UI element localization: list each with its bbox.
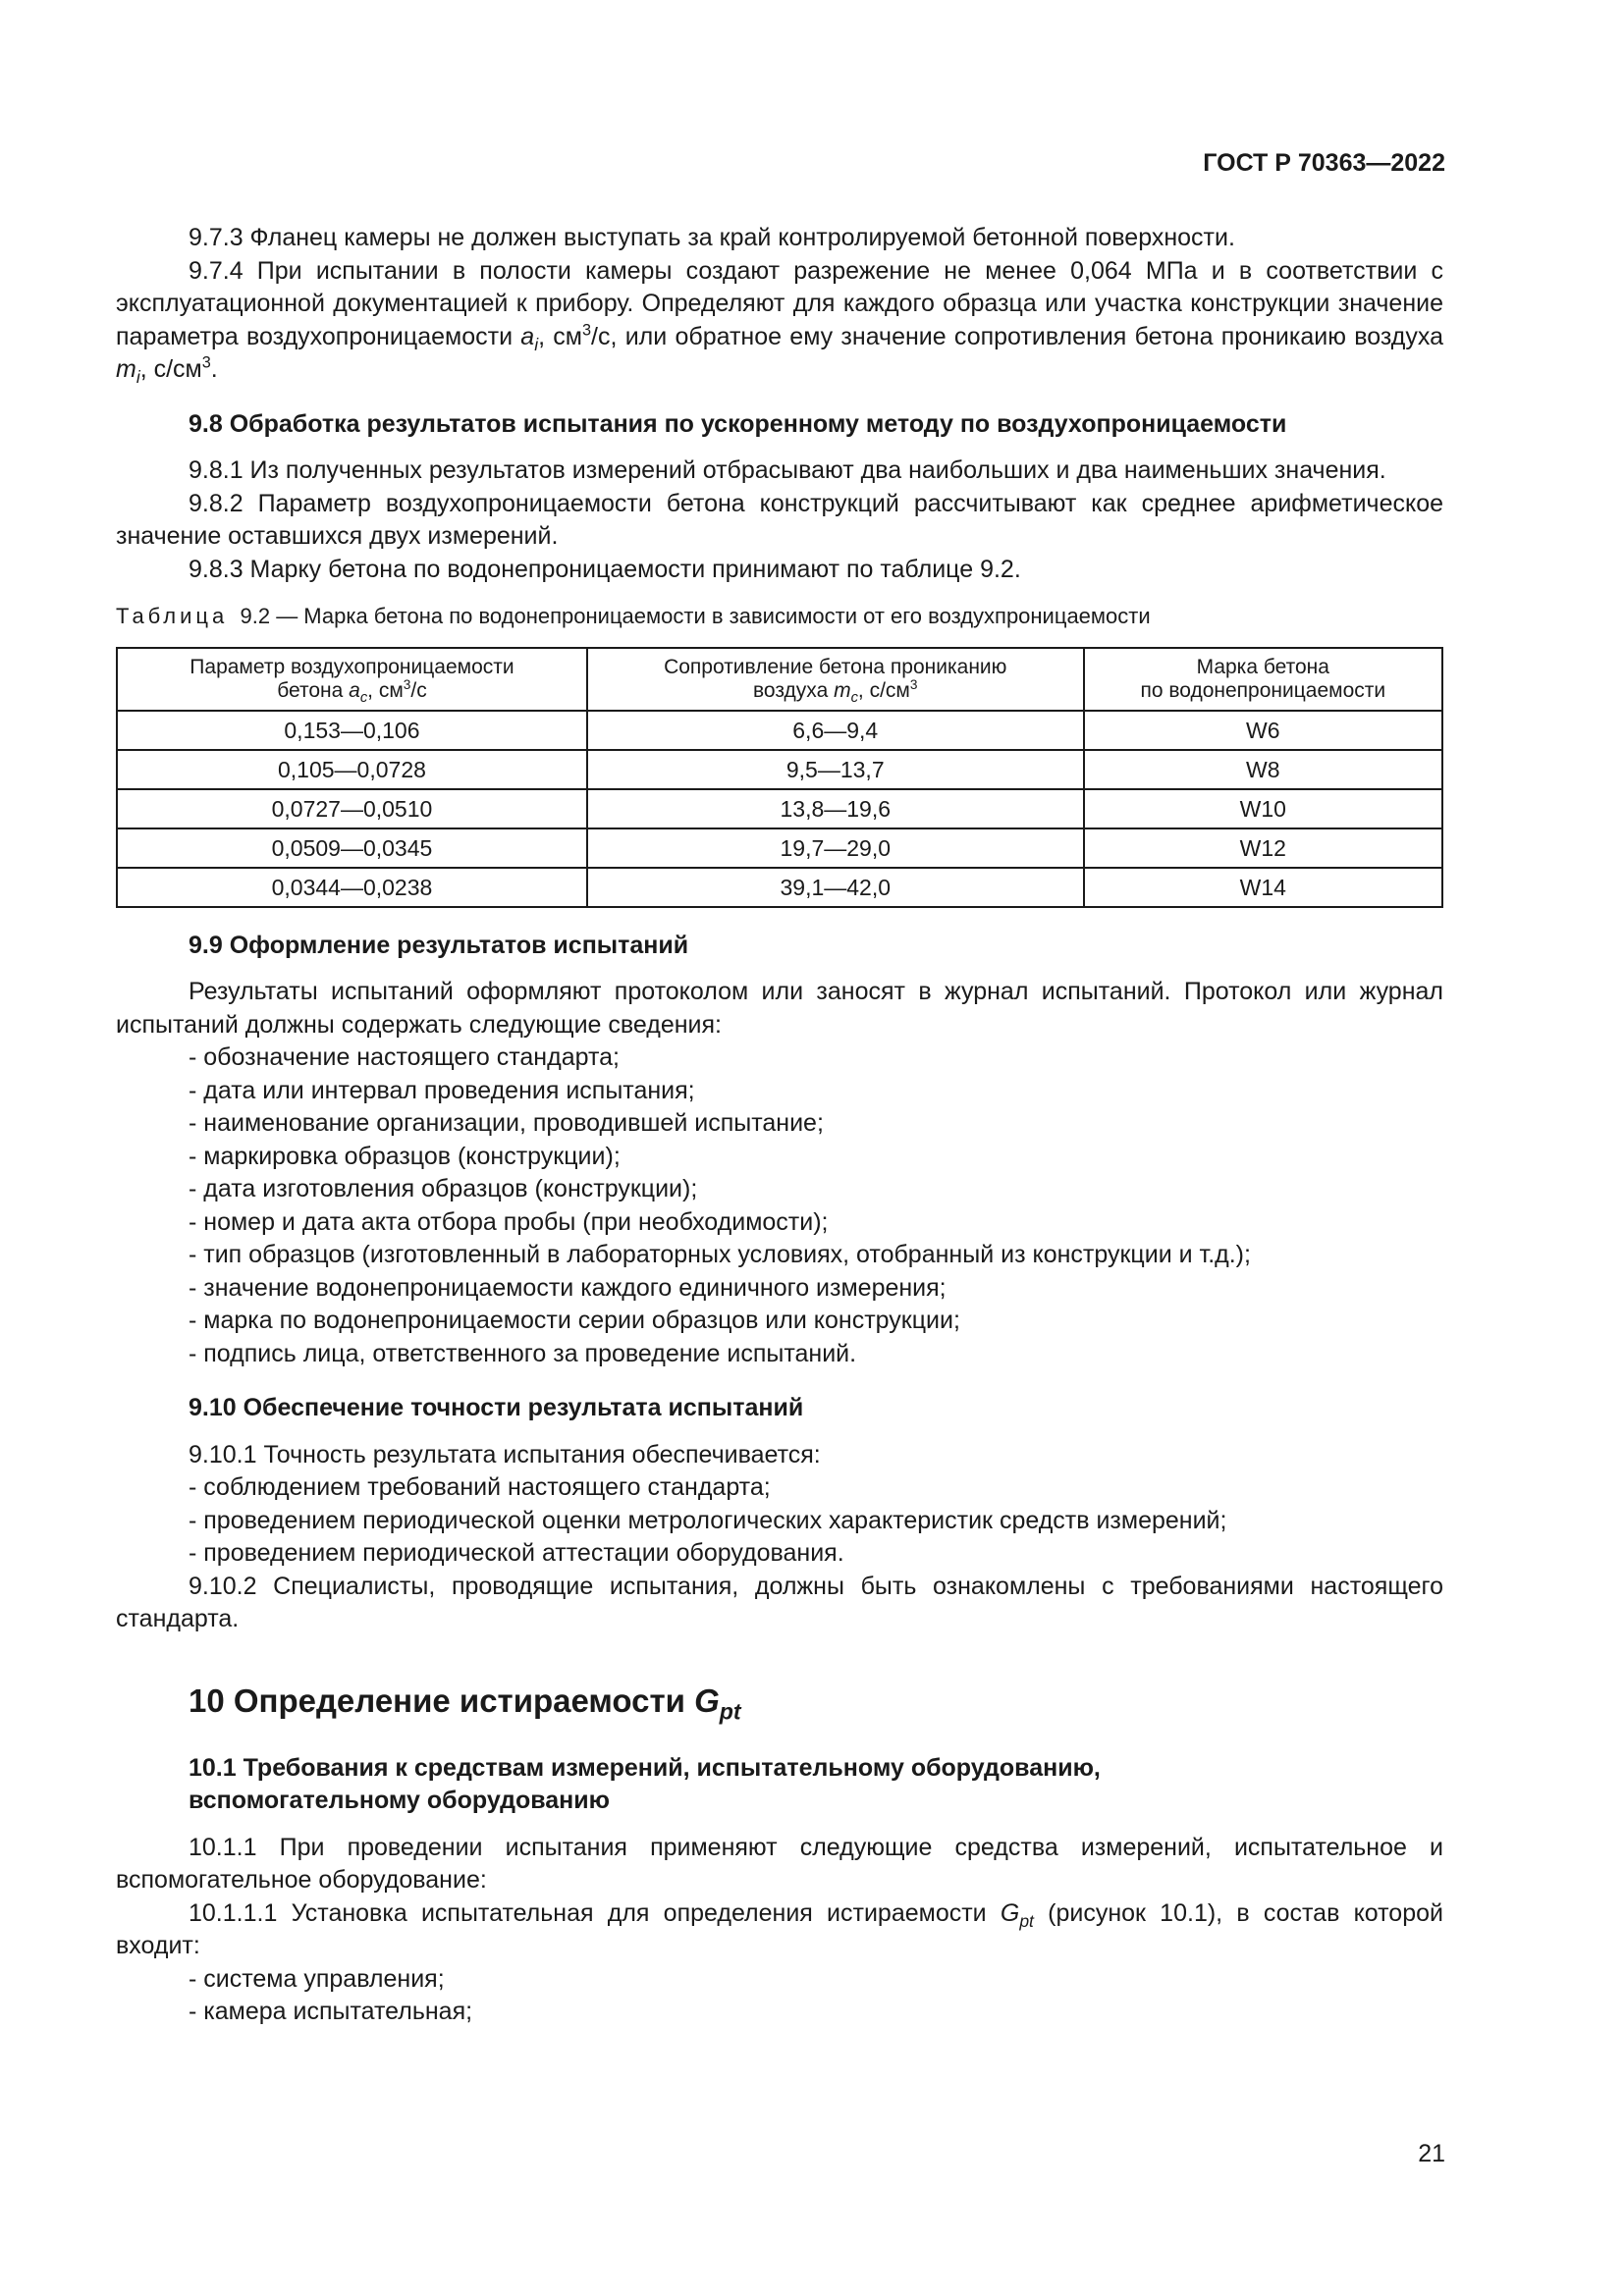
heading-10-1: 10.1 Требования к средствам измерений, испытательному оборудованию, вспомогательному оборудованию [189,1753,1101,1814]
table-row [117,828,1442,868]
section-heading-10: 10 Определение истираемости $G_{pt}$ [189,1682,741,1725]
paragraph-9-8-3: 9.8.3 Марку бетона по водонепроницаемости принимают по таблице 9.2. [189,555,1021,583]
table-cell: 0,0344—0,0238 [117,868,587,907]
table-cell: W10 [1084,789,1442,828]
list-item: - проведением периодической аттестации оборудования. [189,1539,844,1567]
table-row [117,789,1442,828]
list-item: - тип образцов (изготовленный в лабораторных условиях, отобранный из конструкции и т.д.); [189,1241,1251,1268]
heading-9-9: 9.9 Оформление результатов испытаний [189,931,689,959]
list-item: - соблюдением требований настоящего стандарта; [189,1473,771,1501]
heading-9-8: 9.8 Обработка результатов испытания по ускоренному методу по воздухопроницаемости [189,409,1287,438]
table-cell: 0,0509—0,0345 [117,828,587,868]
paragraph-10-1-1: 10.1.1 При проведении испытания применяют следующие средства измерений, испытательное и вспомогательное оборудование: [116,1833,1443,1894]
list-item: - камера испытательная; [189,1998,473,2025]
concrete-grade-table [116,647,1443,908]
table-cell: 9,5—13,7 [587,750,1084,789]
table-cell: 19,7—29,0 [587,828,1084,868]
table-cell: 13,8—19,6 [587,789,1084,828]
column-header-air-permeability: Параметр воздухопроницаемости бетона $a_c$, $см^3/с$ [117,648,587,711]
list-item: - система управления; [189,1964,445,1993]
table-row [117,750,1442,789]
table-cell: W12 [1084,828,1442,868]
paragraph-10-1-1-1: 10.1.1.1 Установка испытательная для определения истираемости $G_{pt}$ (рисунок 10.1), в состав которой входит: [116,1898,1443,1959]
paragraph-9-8-2: 9.8.2 Параметр воздухопроницаемости бетона конструкций рассчитывают как среднее арифметическое значение оставшихся двух измерений. [116,489,1443,550]
list-item: - номер и дата акта отбора пробы (при необходимости); [189,1207,829,1236]
table-cell: 0,153—0,106 [117,711,587,750]
column-header-resistance: Сопротивление бетона прониканию воздуха $m_c$, $с/см^3$ [587,648,1084,711]
table-caption: Таблица 9.2 — Марка бетона по водонепроницаемости в зависимости от его воздухпроницаемости [116,604,1151,628]
paragraph-9-7-3: 9.7.3 Фланец камеры не должен выступать за край контролируемой бетонной поверхности. [189,224,1235,251]
table-cell: 0,0727—0,0510 [117,789,587,828]
paragraph-9-9: Результаты испытаний оформляют протоколом или заносят в журнал испытаний. Протокол или журнал испытаний должны содержать следующие сведения: [116,978,1443,1039]
table-row [117,711,1442,750]
paragraph-9-7-4: 9.7.4 При испытании в полости камеры создают разрежение не менее 0,064 МПа и в соответствии с эксплуатационной документацией к прибору. Определяют для каждого образца или участка конструкции значение параметра воздухопроницаемости $a_i$, $см^3/с$, или обратное ему значение сопротивления бетона проникаию воздуха $m_i$, $с/см^3$. [116,256,1443,387]
table-cell: W14 [1084,868,1442,907]
list-item: - дата или интервал проведения испытания; [189,1076,695,1104]
table-row [117,868,1442,907]
paragraph-9-10-2: 9.10.2 Специалисты, проводящие испытания, должны быть ознакомлены с требованиями настоящего стандарта. [116,1572,1443,1632]
list-item: - проведением периодической оценки метрологических характеристик средств измерений; [189,1506,1227,1534]
column-header-water-grade: Марка бетона по водонепроницаемости [1084,648,1442,711]
list-item: - дата изготовления образцов (конструкции); [189,1175,698,1202]
table-cell: 0,105—0,0728 [117,750,587,789]
table-cell: W6 [1084,711,1442,750]
list-item: - маркировка образцов (конструкции); [189,1142,621,1170]
list-item: - подпись лица, ответственного за проведение испытаний. [189,1339,857,1367]
table-cell: W8 [1084,750,1442,789]
paragraph-9-8-1: 9.8.1 Из полученных результатов измерений отбрасывают два наибольших и два наименьших значения. [189,456,1386,484]
paragraph-9-10-1: 9.10.1 Точность результата испытания обеспечивается: [189,1440,821,1468]
page-content [116,222,1443,2029]
table-header-row [117,648,1442,711]
list-item: - обозначение настоящего стандарта; [189,1043,620,1071]
standard-header: ГОСТ Р 70363—2022 [1203,149,1445,177]
page-number: 21 [1418,2140,1445,2167]
list-item: - наименование организации, проводившей испытание; [189,1109,824,1137]
list-item: - значение водонепроницаемости каждого единичного измерения; [189,1273,947,1302]
list-item: - марка по водонепроницаемости серии образцов или конструкции; [189,1307,960,1334]
table-cell: 39,1—42,0 [587,868,1084,907]
heading-9-10: 9.10 Обеспечение точности результата испытаний [189,1394,804,1421]
table-cell: 6,6—9,4 [587,711,1084,750]
